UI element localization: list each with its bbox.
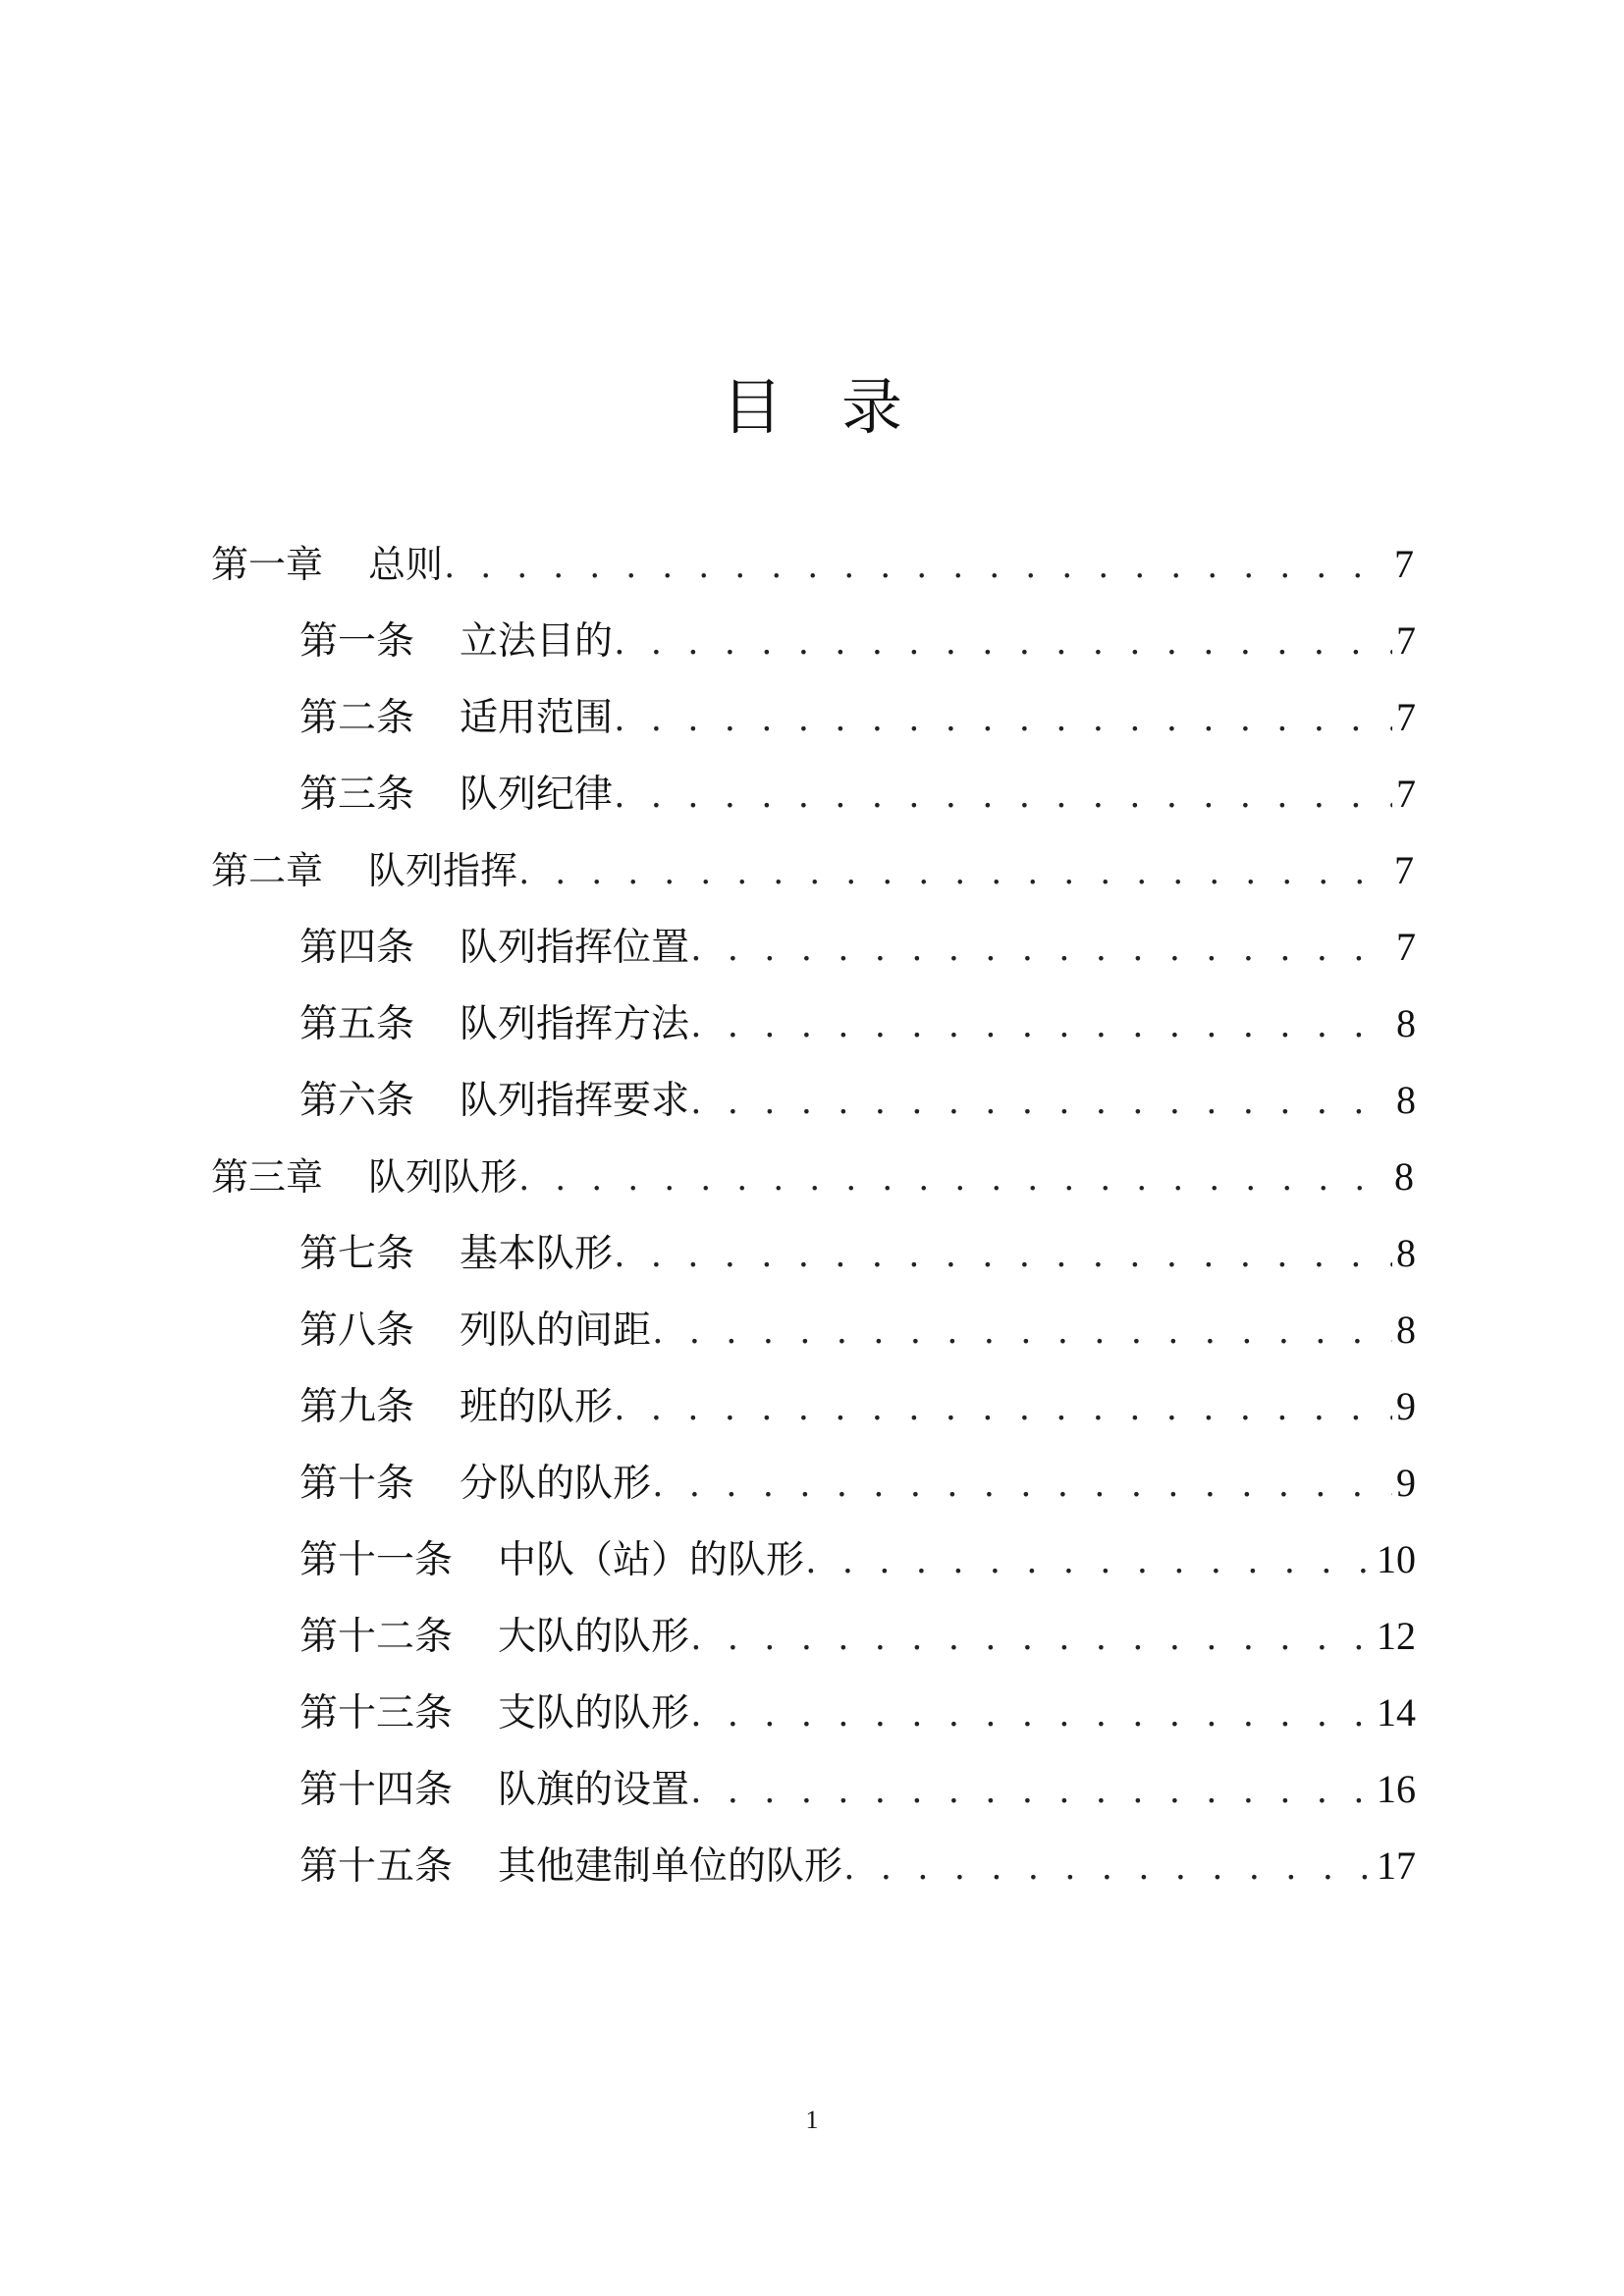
- toc-article-14[interactable]: [299, 1760, 1416, 1819]
- toc-entry-page: 10: [1377, 1537, 1416, 1581]
- page-title: 目录: [721, 371, 961, 443]
- toc-article-3[interactable]: [299, 765, 1416, 824]
- toc-entry-label: 第六条: [299, 1079, 415, 1123]
- toc-entry-title: 队列指挥方法: [460, 1002, 690, 1046]
- dot-leader: [691, 1608, 1373, 1667]
- toc-article-7[interactable]: [299, 1224, 1416, 1283]
- toc-entry-title: 分队的队形: [460, 1462, 652, 1506]
- toc-entry-label: 第十五条: [299, 1844, 454, 1889]
- toc-entry-title: 基本队形: [460, 1232, 614, 1276]
- toc-entry-title: 总则: [368, 543, 444, 586]
- dot-leader: [445, 536, 1390, 595]
- dot-leader: [806, 1531, 1373, 1590]
- toc-entry-page: 9: [1396, 1461, 1416, 1505]
- toc-entry-page: 8: [1394, 1154, 1414, 1199]
- toc-entry-label: 第十一条: [299, 1538, 454, 1582]
- toc-entry-label: 第二条: [299, 696, 415, 740]
- dot-leader: [615, 1378, 1392, 1437]
- toc-entry-title: 大队的队形: [498, 1615, 690, 1659]
- toc-article-10[interactable]: [299, 1454, 1416, 1513]
- toc-entry-title: 队旗的设置: [498, 1768, 690, 1812]
- toc-entry-label: 第四条: [299, 926, 415, 970]
- toc-entry-page: 7: [1396, 772, 1416, 816]
- toc-entry-title: 立法目的: [460, 619, 614, 664]
- dot-leader: [691, 1684, 1373, 1743]
- toc-article-9[interactable]: [299, 1377, 1416, 1436]
- toc-entry-title: 其他建制单位的队形: [498, 1844, 843, 1889]
- toc-entry-page: 8: [1396, 1001, 1416, 1045]
- toc-chapter-1[interactable]: [211, 535, 1414, 594]
- toc-article-6[interactable]: [299, 1071, 1416, 1130]
- toc-entry-label: 第十条: [299, 1462, 415, 1506]
- toc-article-1[interactable]: [299, 612, 1416, 670]
- footer-page-number: 1: [805, 2106, 819, 2134]
- dot-leader: [615, 1225, 1392, 1284]
- dot-leader: [691, 1072, 1392, 1131]
- toc-entry-page: 9: [1396, 1384, 1416, 1428]
- dot-leader: [615, 613, 1392, 671]
- toc-entry-title: 列队的间距: [460, 1308, 652, 1353]
- toc-entry-label: 第三章: [211, 1155, 324, 1199]
- toc-entry-title: 队列纪律: [460, 773, 614, 817]
- dot-leader: [691, 919, 1392, 978]
- toc-article-4[interactable]: [299, 918, 1416, 977]
- toc-entry-page: 7: [1396, 925, 1416, 969]
- dot-leader: [691, 995, 1392, 1054]
- toc-entry-label: 第十二条: [299, 1615, 454, 1659]
- toc-entry-label: 第三条: [299, 773, 415, 817]
- toc-entry-label: 第九条: [299, 1385, 415, 1429]
- dot-leader: [615, 766, 1392, 825]
- dot-leader: [653, 1302, 1392, 1361]
- toc-entry-page: 8: [1396, 1078, 1416, 1122]
- dot-leader: [519, 1148, 1390, 1207]
- toc-entry-title: 中队（站）的队形: [498, 1538, 805, 1582]
- toc-entry-label: 第一条: [299, 619, 415, 664]
- toc-entry-label: 第十四条: [299, 1768, 454, 1812]
- dot-leader: [844, 1838, 1373, 1896]
- toc-chapter-3[interactable]: [211, 1148, 1414, 1206]
- toc-article-2[interactable]: [299, 688, 1416, 747]
- toc-entry-page: 8: [1396, 1231, 1416, 1275]
- toc-entry-title: 队列指挥要求: [460, 1079, 690, 1123]
- toc-article-8[interactable]: [299, 1301, 1416, 1360]
- toc-entry-label: 第五条: [299, 1002, 415, 1046]
- toc-entry-label: 第七条: [299, 1232, 415, 1276]
- toc-entry-page: 7: [1396, 695, 1416, 739]
- toc-article-12[interactable]: [299, 1607, 1416, 1666]
- toc-entry-page: 17: [1377, 1843, 1416, 1888]
- toc-article-11[interactable]: [299, 1530, 1416, 1589]
- dot-leader: [615, 689, 1392, 748]
- toc-entry-page: 12: [1377, 1614, 1416, 1658]
- toc-article-13[interactable]: [299, 1683, 1416, 1742]
- toc-entry-label: 第十三条: [299, 1691, 454, 1735]
- toc-entry-title: 适用范围: [460, 696, 614, 740]
- toc-entry-label: 第一章: [211, 543, 324, 586]
- toc-article-15[interactable]: [299, 1837, 1416, 1896]
- toc-entry-page: 7: [1394, 542, 1414, 586]
- toc-entry-title: 队列指挥: [368, 849, 518, 892]
- toc-entry-title: 支队的队形: [498, 1691, 690, 1735]
- toc-entry-page: 7: [1394, 848, 1414, 892]
- toc-article-5[interactable]: [299, 994, 1416, 1053]
- toc-entry-page: 16: [1377, 1767, 1416, 1811]
- toc-entry-label: 第八条: [299, 1308, 415, 1353]
- dot-leader: [653, 1455, 1392, 1514]
- toc-entry-title: 队列指挥位置: [460, 926, 690, 970]
- toc-entry-page: 8: [1396, 1308, 1416, 1352]
- toc-entry-label: 第二章: [211, 849, 324, 892]
- toc-entry-title: 队列队形: [368, 1155, 518, 1199]
- dot-leader: [691, 1761, 1373, 1820]
- toc-entry-page: 14: [1377, 1690, 1416, 1735]
- toc-chapter-2[interactable]: [211, 841, 1414, 900]
- dot-leader: [519, 842, 1390, 901]
- toc-entry-title: 班的队形: [460, 1385, 614, 1429]
- toc-entry-page: 7: [1396, 618, 1416, 663]
